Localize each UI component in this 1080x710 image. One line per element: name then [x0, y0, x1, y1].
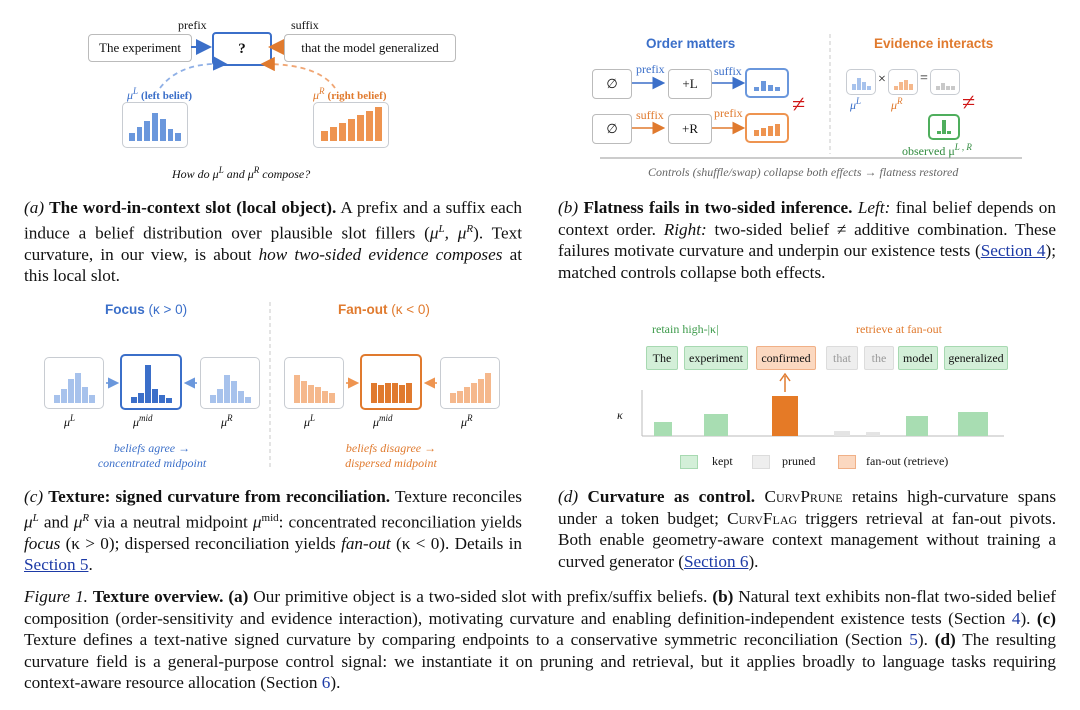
left-context-box: The experiment	[88, 34, 192, 62]
kappa-bar-confirmed	[772, 396, 798, 436]
token-that: that	[826, 346, 858, 370]
caption-a: (a) The word-in-context slot (local object). A prefix and a suffix each induce a belief distribution over plausible slot fillers ($\mu^L$, $\mu^R$). Text curvature, in our view, is about how two-sided evidence composes at this local slot.	[24, 198, 522, 286]
right-belief-histogram	[313, 102, 389, 148]
fanout-note: beliefs disagree → dispersed midpoint	[345, 441, 437, 470]
legend-pruned-label: pruned	[782, 454, 816, 468]
focus-note: beliefs agree → concentrated midpoint	[97, 441, 207, 470]
compose-question: How do $\mu^L$ and $\mu^R$ compose?	[172, 165, 311, 181]
order-matters-title: Order matters	[646, 36, 736, 51]
token-generalized: generalized	[944, 346, 1008, 370]
caption-c: (c) Texture: signed curvature from reconciliation. Texture reconciles $\mu^L$ and $\mu^R$ via a neutral midpoint $\mu^{mid}$: concentrated reconciliation yields focus (κ > 0); dispersed reconciliation yields fan-out (κ < 0). Details in Section 5.	[24, 487, 522, 575]
kappa-bar-the-2	[866, 432, 880, 436]
prefix-label-bottom: prefix	[714, 106, 743, 120]
left-belief-histogram	[122, 102, 188, 148]
controls-note: Controls (shuffle/swap) collapse both effects → flatness restored	[648, 165, 959, 179]
interact-mu-left-label: $\mu^L$	[850, 96, 862, 112]
empty-context-top: ∅	[592, 69, 632, 99]
focus-mu-right-label: $\mu^R$	[221, 413, 233, 429]
fanout-mu-mid	[360, 354, 422, 410]
prefix-label: prefix	[178, 18, 207, 32]
mu-right-label: $\mu^R$ (right belief)	[313, 86, 387, 102]
suffix-label: suffix	[291, 18, 319, 32]
times-sign: ×	[878, 72, 886, 87]
fanout-mu-right-label: $\mu^R$	[461, 413, 473, 429]
equals-sign: =	[920, 71, 928, 86]
section-6-link[interactable]: Section 6	[683, 551, 749, 571]
kappa-bar-chart	[600, 370, 1040, 450]
focus-title: Focus (κ > 0)	[105, 302, 188, 317]
retain-label: retain high-|κ|	[652, 322, 719, 336]
figure-section-6-ref[interactable]: 6	[321, 673, 331, 692]
fanout-mu-right	[440, 357, 500, 409]
interact-mu-right-label: $\mu^R$	[891, 96, 903, 112]
not-equal-order: ≠	[792, 92, 806, 118]
kappa-bar-experiment	[704, 414, 728, 436]
caption-d: (d) Curvature as control. CurvPrune retains high-curvature spans under a token budget; CurvFlag triggers retrieval at fan-out pivots. Both enable geometry-aware context management without training a curved generator (Section 6).	[558, 487, 1057, 571]
retrieve-label: retrieve at fan-out	[856, 322, 942, 336]
interact-mu-right	[888, 69, 918, 95]
mu-left-label: $\mu^L$ (left belief)	[127, 86, 193, 102]
slot-box: ?	[212, 32, 272, 66]
fanout-mu-left	[284, 357, 344, 409]
kappa-bar-generalized	[958, 412, 988, 436]
token-experiment: experiment	[684, 346, 748, 370]
plus-r-box: +R	[668, 114, 712, 144]
suffix-label-bottom: suffix	[636, 108, 664, 122]
panel-a-arrows	[0, 0, 540, 180]
suffix-label-top: suffix	[714, 64, 742, 78]
figure-section-5-ref[interactable]: 5	[909, 630, 918, 649]
right-context-box: that the model generalized	[284, 34, 456, 62]
focus-mu-right	[200, 357, 260, 409]
order-result-bottom	[745, 113, 789, 143]
kappa-bar-that	[834, 431, 850, 436]
token-confirmed: confirmed	[756, 346, 816, 370]
evidence-interacts-title: Evidence interacts	[874, 36, 994, 51]
order-result-top	[745, 68, 789, 98]
figure-section-4-ref[interactable]: 4	[1011, 608, 1021, 628]
kappa-bar-model	[906, 416, 928, 436]
plus-l-box: +L	[668, 69, 712, 99]
interact-mu-left	[846, 69, 876, 95]
focus-mu-mid-label: $\mu^{mid}$	[133, 413, 153, 429]
section-4-link[interactable]: Section 4	[980, 241, 1046, 260]
kappa-axis-label: κ	[617, 408, 623, 422]
fanout-title: Fan-out (κ < 0)	[338, 302, 430, 317]
figure-caption: Figure 1. Texture overview. (a) Our primitive object is a two-sided slot with prefix/suffix beliefs. (b) Natural text exhibits non-flat two-sided belief composition (order-sensitivity and evidence interaction), motivating curvature and enabling definition-independent existence tests (Section 4). (c) Texture defines a text-native signed curvature by comparing endpoints to a conservative symmetric reconciliation (Section 5). (d) The resulting curvature field is a general-purpose control signal: we instantiate it on pruning and retrieval, but it applies broadly to language tasks requiring context-aware resource allocation (Section 6).	[24, 587, 1057, 692]
focus-mu-left	[44, 357, 104, 409]
observed-histogram	[928, 114, 960, 140]
legend-kept-label: kept	[712, 454, 733, 468]
token-the-2: the	[864, 346, 894, 370]
token-the: The	[646, 346, 678, 370]
legend-fanout-swatch	[838, 455, 856, 469]
token-model: model	[898, 346, 938, 370]
not-equal-interact: ≠	[962, 90, 976, 116]
fanout-mu-mid-label: $\mu^{mid}$	[373, 413, 393, 429]
kappa-bar-the	[654, 422, 672, 436]
legend-pruned-swatch	[752, 455, 770, 469]
caption-b: (b) Flatness fails in two-sided inference. Left: final belief depends on context order. Right: two-sided belief ≠ additive combination. These failures motivate curvature and underpin our existence tests (Section 4); matched controls collapse both effects.	[558, 198, 1057, 282]
section-5-link[interactable]: Section 5	[24, 555, 89, 575]
interact-product	[930, 69, 960, 95]
legend-kept-swatch	[680, 455, 698, 469]
focus-mu-mid	[120, 354, 182, 410]
empty-context-bottom: ∅	[592, 114, 632, 144]
prefix-label-top: prefix	[636, 62, 665, 76]
legend-fanout-label: fan-out (retrieve)	[866, 454, 949, 468]
fanout-mu-left-label: $\mu^L$	[304, 413, 316, 429]
focus-mu-left-label: $\mu^L$	[64, 413, 76, 429]
observed-label: observed $\mu^{L , R}$	[902, 142, 972, 158]
